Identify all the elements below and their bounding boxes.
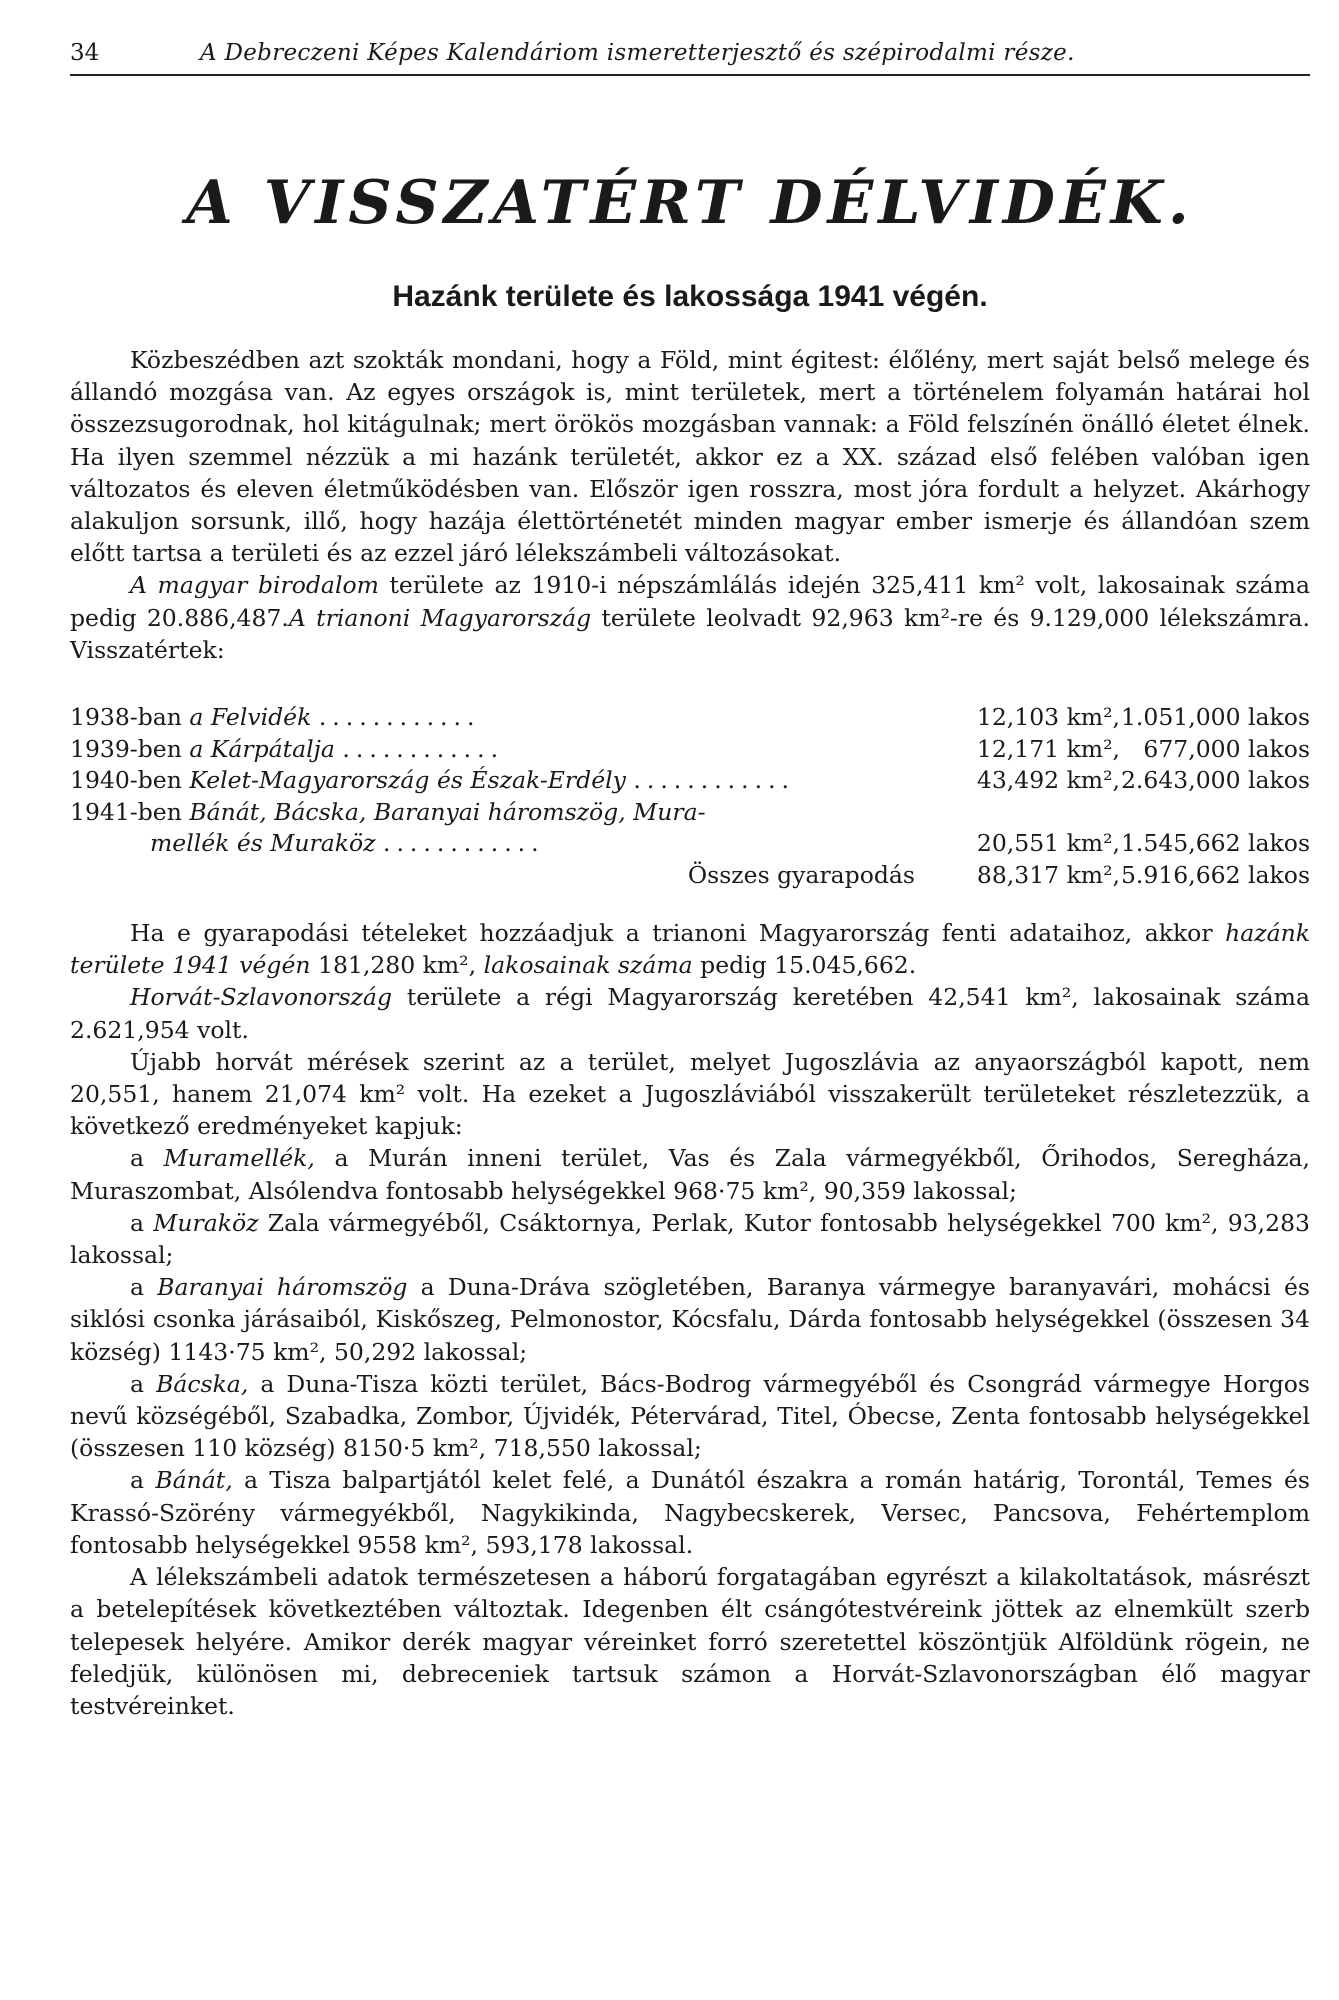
paragraph xyxy=(70,917,1310,981)
row-population: 1.051,000 lakos xyxy=(1120,703,1310,732)
table-row xyxy=(70,797,1310,829)
article-body xyxy=(70,344,1310,1722)
paragraph xyxy=(70,1561,1310,1722)
page-number: 34 xyxy=(70,40,100,66)
emphasis-text: A magyar birodalom xyxy=(130,571,379,600)
emphasis-text: hazánk területe 1941 végén xyxy=(70,919,1310,980)
paragraph-text: a Duna-Tisza közti terület, Bács-Bodrog vármegyéből és Csongrád vármegye Horgos nevű községéből, Szabadka, Zombor, Újvidék, Pétervárad, Titel, Óbecse, Zenta fontosabb helységekkel (összesen 110 község) 8150·5 km², 718,550 lakossal; xyxy=(70,1369,1310,1463)
leader-dots: ............ xyxy=(382,829,545,858)
row-year: 1939-ben xyxy=(70,734,182,763)
paragraph xyxy=(70,1046,1310,1143)
row-name-continued: mellék és Muraköz xyxy=(150,829,376,858)
row-area: 20,551 km², xyxy=(976,829,1120,858)
page xyxy=(70,40,1310,1722)
paragraph xyxy=(70,1271,1310,1368)
emphasis-text: A trianoni Magyarország xyxy=(288,603,592,632)
paragraph-text: Ha e gyarapodási tételeket hozzáadjuk a trianoni Magyarország fenti adataihoz, akkor xyxy=(130,919,1213,948)
paragraph xyxy=(70,981,1310,1045)
row-name: a Kárpátalja xyxy=(189,734,335,763)
row-name: a Felvidék xyxy=(189,703,312,732)
emphasis-text: lakosainak száma xyxy=(483,951,693,980)
paragraph-text: területe a régi Magyarország keretében 42,541 km², lakosainak száma 2.621,954 volt. xyxy=(70,983,1310,1044)
emphasis-text: Baranyai háromszög xyxy=(157,1273,408,1302)
article-subtitle: Hazánk területe és lakossága 1941 végén. xyxy=(392,280,988,313)
paragraph-text: a xyxy=(130,1466,145,1495)
row-population: 677,000 lakos xyxy=(1143,734,1310,763)
total-population: 5.916,662 lakos xyxy=(1120,860,1310,889)
paragraph-text: a xyxy=(130,1369,145,1398)
paragraph xyxy=(70,344,1310,569)
paragraph-text: területe leolvadt 92,963 km²-re és 9.129,000 lélekszámra. Visszatértek: xyxy=(70,603,1311,664)
row-name: Bánát, Bácska, Baranyai háromszög, Mura- xyxy=(189,797,706,826)
paragraph xyxy=(70,1464,1310,1561)
paragraph-text: Újabb horvát mérések szerint az a terület, melyet Jugoszlávia az anyaországból kapott, nem 20,551, hanem 21,074 km² volt. Ha ezeket a Jugoszláviából visszakerült területeket részletezzük, a következő eredményeket kapjuk: xyxy=(70,1047,1310,1141)
table-row xyxy=(70,734,1310,766)
paragraph-text: Zala vármegyéből, Csáktornya, Perlak, Kutor fontosabb helységekkel 700 km², 93,283 lakossal; xyxy=(70,1208,1310,1270)
table-row xyxy=(70,828,1310,860)
row-area: 43,492 km², xyxy=(976,766,1120,795)
emphasis-text: Horvát-Szlavonország xyxy=(130,983,392,1012)
paragraph-text: a xyxy=(130,1273,145,1302)
total-label: Összes gyarapodás xyxy=(687,860,915,889)
leader-dots: ............ xyxy=(318,703,481,732)
leader-dots: ............ xyxy=(633,766,796,795)
paragraph xyxy=(70,1142,1310,1206)
row-population: 1.545,662 lakos xyxy=(1120,829,1310,858)
row-name: Kelet-Magyarország és Észak-Erdély xyxy=(189,766,626,795)
table-row xyxy=(70,702,1310,734)
row-area: 12,171 km², xyxy=(976,734,1120,763)
paragraph-text: A lélekszámbeli adatok természetesen a háború forgatagában egyrészt a kilakoltatások, másrészt a betelepítések következtében változtak. Idegenben élt csángótestvéreink jöttek az elnemkült szerb telepesek helyére. Amikor derék magyar véreinket forró szeretettel köszöntjük Alföldünk rögein, ne feledjük, különösen mi, debreceniek tartsuk számon a Horvát-Szlavonországban élő magyar testvéreinket. xyxy=(70,1563,1310,1720)
paragraph xyxy=(70,1368,1310,1465)
territory-table xyxy=(70,702,1310,891)
emphasis-text: Muramellék, xyxy=(163,1144,315,1173)
row-population: 2.643,000 lakos xyxy=(1120,766,1310,795)
emphasis-text: Bánát, xyxy=(155,1466,233,1495)
running-title: A Debreczeni Képes Kalendáriom ismeretterjesztő és szépirodalmi része. xyxy=(200,40,1075,66)
article-title: A VISSZATÉRT DÉLVIDÉK. xyxy=(186,168,1194,238)
paragraph-text: a Murán inneni terület, Vas és Zala vármegyékből, Őrihodos, Seregháza, Muraszombat, Alsólendva fontosabb helységekkel 968·75 km², 90,359 lakossal; xyxy=(70,1144,1310,1205)
paragraph-text: területe az 1910-i népszámlálás idején 325,411 km² volt, lakosainak száma pedig 20.886,487. xyxy=(70,571,1310,632)
row-year: 1940-ben xyxy=(70,766,182,795)
running-header xyxy=(70,40,1310,76)
paragraph-text: a xyxy=(130,1144,145,1173)
paragraph xyxy=(70,1207,1310,1271)
emphasis-text: Muraköz xyxy=(153,1208,259,1237)
paragraph-text: Közbeszédben azt szokták mondani, hogy a Föld, mint égitest: élőlény, mert saját belső melege és állandó mozgása van. Az egyes országok is, mint területek, mert a történelem folyamán határai hol összezsugorodnak, hol kitágulnak; mert örökös mozgásban vannak: a Föld felszínén önálló életet élnek. Ha ilyen szemmel nézzük a mi hazánk területét, akkor ez a XX. század első felében valóban igen változatos és eleven életműködésben van. Először igen rosszra, most jóra fordult a helyzet. Akárhogy alakuljon sorsunk, illő, hogy hazája élettörténetét minden magyar ember ismerje és állandóan szem előtt tartsa a területi és az ezzel járó lélekszámbeli változásokat. xyxy=(70,346,1310,568)
paragraph-text: pedig 15.045,662. xyxy=(700,951,917,980)
leader-dots: ............ xyxy=(342,734,505,763)
emphasis-text: Bácska, xyxy=(156,1369,249,1398)
paragraph-text: a Tisza balpartjától kelet felé, a Dunától északra a román határig, Torontál, Temes és Krassó-Szörény vármegyékből, Nagykikinda, Nagybecskerek, Versec, Pancsova, Fehértemplom fontosabb helységekkel 9558 km², 593,178 lakossal. xyxy=(70,1466,1310,1559)
row-area: 12,103 km², xyxy=(976,703,1120,732)
paragraph-text: a xyxy=(130,1208,145,1237)
paragraph-text: 181,280 km², xyxy=(318,951,477,980)
paragraph xyxy=(70,569,1310,666)
total-area: 88,317 km², xyxy=(976,860,1120,889)
table-row xyxy=(70,765,1310,797)
table-total-row xyxy=(70,860,1310,892)
row-year: 1941-ben xyxy=(70,797,182,826)
paragraph-text: a Duna-Dráva szögletében, Baranya vármegye baranyavári, mohácsi és siklósi csonka járásaiból, Kiskőszeg, Pelmonostor, Kócsfalu, Dárda fontosabb helységekkel (összesen 34 község) 1143·75 km², 50,292 lakossal; xyxy=(70,1273,1310,1366)
row-year: 1938-ban xyxy=(70,703,182,732)
